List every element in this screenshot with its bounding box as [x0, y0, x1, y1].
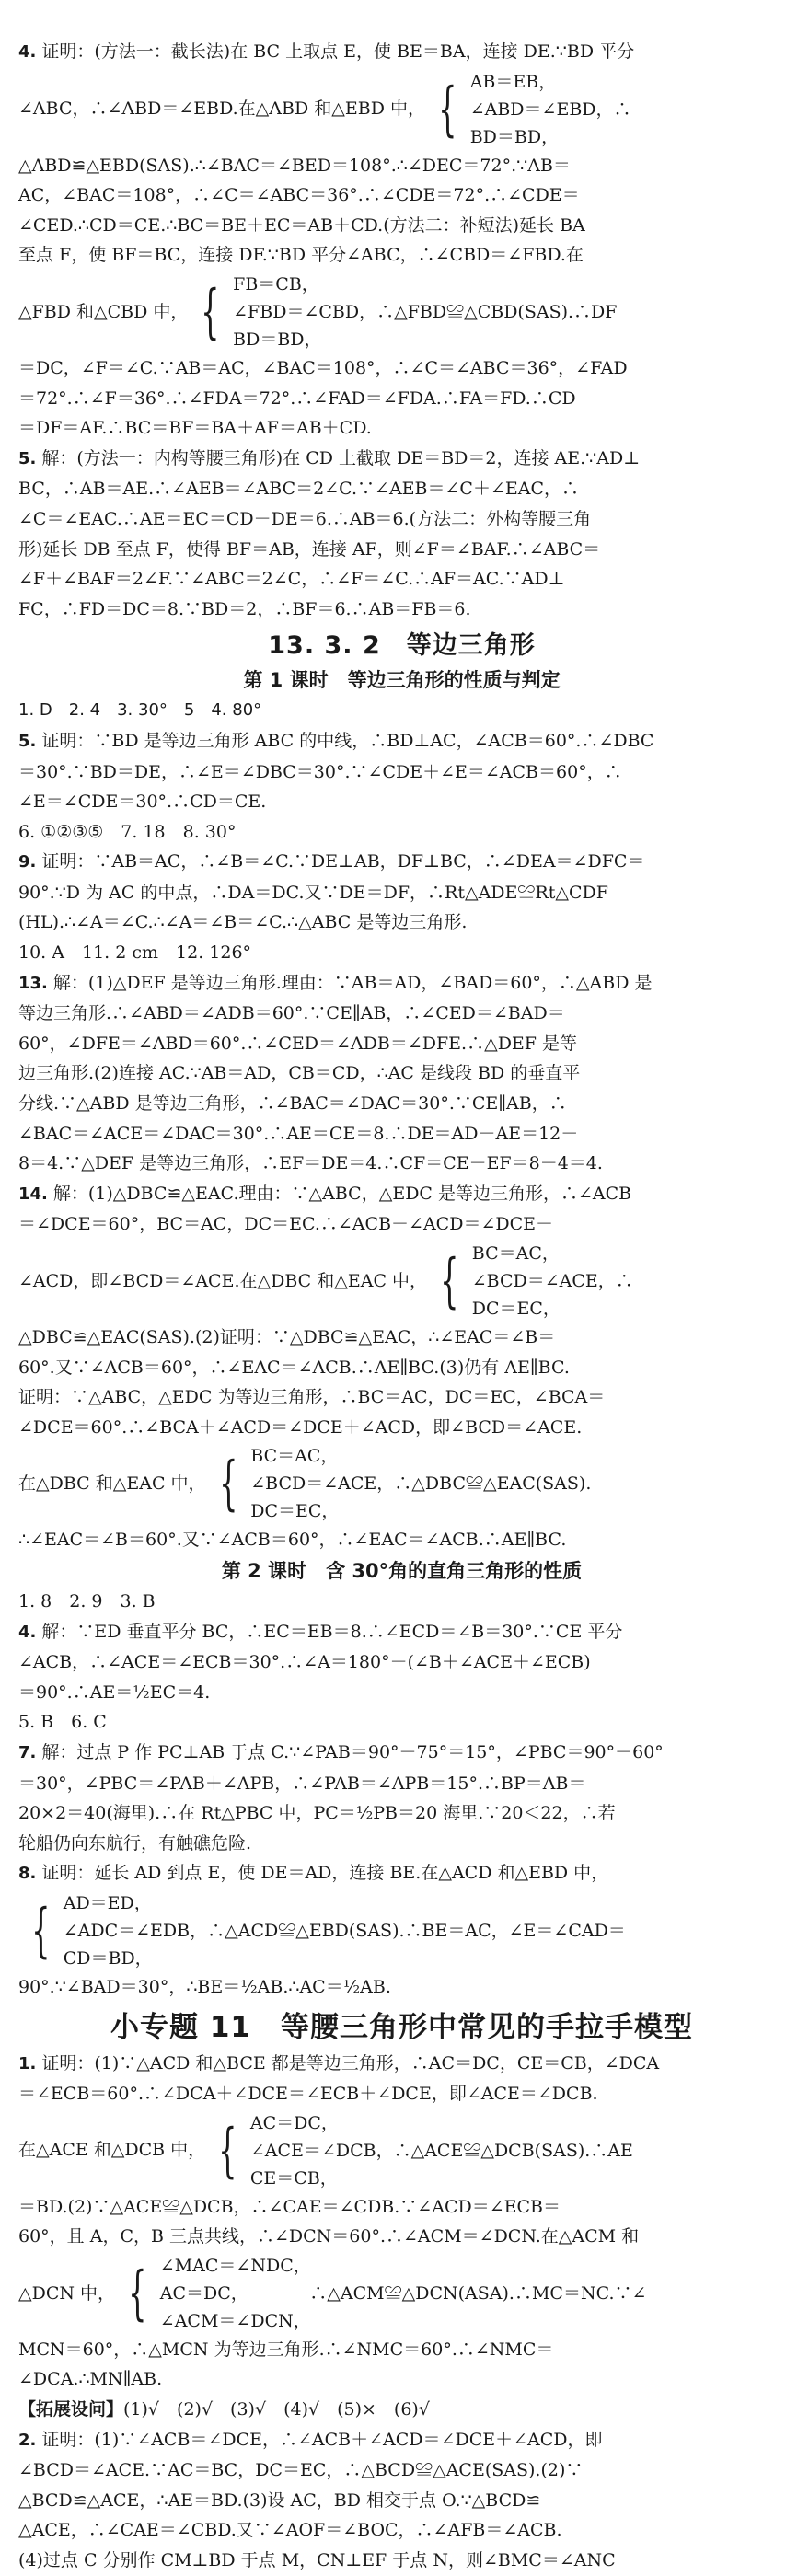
- answer-text: △ABD≌△EBD(SAS).∴∠BAC＝∠BED＝108°.∴∠DEC＝72°.∵AB＝: [18, 155, 571, 176]
- answer-text: ＝90°.∴AE＝½EC＝4.: [18, 1681, 211, 1703]
- answer-text: 1. 8 2. 9 3. B: [18, 1590, 156, 1611]
- answer-text: 5. B 6. C: [18, 1712, 107, 1733]
- brace-lead: △FBD 和△CBD 中，: [18, 301, 189, 322]
- text-line: [18, 1209, 785, 1240]
- brace-item: AD＝ED，: [63, 1892, 152, 1913]
- answer-text: ∠CED.∴CD＝CE.∴BC＝BE＋EC＝AB＋CD.(方法二：补短法)延长 BA: [18, 214, 585, 236]
- text-line: [18, 535, 785, 565]
- answer-text: ＝72°.∴∠F＝36°.∴∠FDA＝72°.∴∠FAD＝∠FDA.∴FA＝FD.∴CD: [18, 387, 576, 409]
- answer-text: 解：过点 P 作 PC⊥AB 于点 C.∵∠PAB＝90°－75°＝15°，∠PBC＝90°－60°: [41, 1741, 664, 1762]
- answer-text: 证明：延长 AD 到点 E，使 DE＝AD，连接 BE.在△ACD 和△EBD 中，: [41, 1863, 609, 1884]
- answer-text: 形)延长 DB 至点 F，使得 BF＝AB，连接 AF，则∠F＝∠BAF.∴∠ABC＝: [18, 538, 601, 560]
- brace-lead: 在△DBC 和△EAC 中，: [18, 1473, 206, 1495]
- brace-items: [233, 271, 617, 353]
- text-line: [18, 757, 785, 788]
- answer-text: 证明：(方法一：截长法)在 BC 上取点 E，使 BE＝BA，连接 DE.∵BD 平分: [41, 41, 635, 62]
- text-line: [18, 1058, 785, 1089]
- q14-line-1: [18, 1179, 785, 1210]
- short-answers: [18, 817, 785, 848]
- answer-text: ∠ACB，∴∠ACE＝∠ECB＝30°.∴∠A＝180°－(∠B＋∠ACE＋∠ECB): [18, 1652, 591, 1673]
- text-line: [18, 151, 785, 181]
- answer-text: 60°，且 A，C，B 三点共线，∴∠DCN＝60°.∴∠ACM＝∠DCN.在△ACM 和: [18, 2226, 640, 2247]
- brace-item: ∠MAC＝∠NDC，: [159, 2255, 311, 2276]
- text-line: [18, 1323, 785, 1353]
- q5b-line-1: [18, 726, 785, 757]
- brace-block-4: [18, 1442, 785, 1525]
- short-answers: [18, 1707, 785, 1738]
- text-line: [18, 1413, 785, 1443]
- q7-line-1: [18, 1738, 785, 1769]
- text-line: [18, 2222, 785, 2252]
- brace-item: AC＝DC， ∴△ACM≌△DCN(ASA).∴MC＝NC.∵∠: [159, 2282, 647, 2304]
- answer-text: 至点 F，使 BF＝BC，连接 DF.∵BD 平分∠ABC，∴∠CBD＝∠FBD.在: [18, 245, 584, 266]
- answer-text: △ACE，∴∠CAE＝∠CBD.又∵∠AOF＝∠BOC，∴∠AFB＝∠ACB.: [18, 2520, 562, 2541]
- q4-line-1: [18, 37, 785, 68]
- answer-text: ＝30°，∠PBC＝∠PAB＋∠APB，∴∠PAB＝∠APB＝15°.∴BP＝AB＝: [18, 1773, 586, 1794]
- t1-line-1: [18, 2049, 785, 2080]
- text-line: [18, 353, 785, 384]
- answer-text: 等边三角形.∴∠ABD＝∠ADB＝60°.∵CE∥AB，∴∠CED＝∠BAD＝: [18, 1003, 565, 1024]
- brace-items: [472, 1240, 633, 1323]
- answer-text: ∴∠EAC＝∠B＝60°.又∵∠ACB＝60°，∴∠EAC＝∠ACB.∴AE∥BC.: [18, 1530, 567, 1551]
- answer-text: 证明：∵BD 是等边三角形 ABC 的中线，∴BD⊥AC，∠ACB＝60°.∴∠DBC: [41, 730, 654, 751]
- short-answers: [18, 696, 785, 726]
- answer-text: ＝∠DCE＝60°，BC＝AC，DC＝EC.∴∠ACB－∠ACD＝∠DCE－: [18, 1214, 554, 1235]
- short-answers: [18, 938, 785, 968]
- brace-lead: ∠ACD，即∠BCD＝∠ACE.在△DBC 和△EAC 中，: [18, 1270, 428, 1291]
- brace-block-5: [18, 1889, 785, 1972]
- text-line: [18, 504, 785, 535]
- brace-item: ∠ADC＝∠EDB，∴△ACD≌△EBD(SAS).∴BE＝AC，∠E＝∠CAD＝: [63, 1920, 626, 1941]
- brace-item: ∠ABD＝∠EBD，∴: [469, 98, 631, 120]
- text-line: [18, 878, 785, 908]
- text-line: [18, 1149, 785, 1179]
- brace-item: DC＝EC，: [471, 1299, 561, 1319]
- answer-text: (HL).∴∠A＝∠C.∴∠A＝∠B＝∠C.∴△ABC 是等边三角形.: [18, 912, 468, 933]
- topic-title: 小专题 11 等腰三角形中常见的手拉手模型: [110, 2010, 693, 2044]
- answer-text: 轮船仍向东航行，有触礁危险.: [18, 1832, 252, 1854]
- brace-block-7: [18, 2252, 785, 2335]
- text-line: [18, 787, 785, 817]
- t2-line-1: [18, 2425, 785, 2456]
- text-line: [18, 180, 785, 211]
- answer-text: 解：∵ED 垂直平分 BC，∴EC＝EB＝8.∴∠ECD＝∠B＝30°.∵CE 平分: [41, 1621, 623, 1642]
- answer-text: ∠DCE＝60°.∴∠BCA＋∠ACD＝∠DCE＋∠ACD，即∠BCD＝∠ACE.: [18, 1416, 583, 1438]
- question-number: 13.: [18, 973, 48, 993]
- answer-text: 10. A 11. 2 cm 12. 126°: [18, 942, 252, 964]
- left-brace-icon: {: [201, 277, 220, 346]
- answer-text: 20×2＝40(海里).∴在 Rt△PBC 中，PC＝½PB＝20 海里.∵20＜22，∴若: [18, 1803, 616, 1824]
- left-brace-icon: {: [31, 1896, 51, 1965]
- text-line: [18, 595, 785, 625]
- brace-item: DC＝EC，: [250, 1501, 340, 1522]
- text-line: [18, 1798, 785, 1829]
- answer-text: ∠BAC＝∠ACE＝∠DAC＝30°.∴AE＝CE＝8.∴DE＝AD－AE＝12－: [18, 1123, 579, 1144]
- text-line: [18, 564, 785, 595]
- answer-text: 90°.∵D 为 AC 的中点，∴DA＝DC.又∵DE＝DF，∴Rt△ADE≌Rt△CDF: [18, 882, 608, 903]
- text-line: [18, 1353, 785, 1383]
- answer-text: ∠DCA.∴MN∥AB.: [18, 2369, 163, 2390]
- brace-item: AC＝DC，: [249, 2112, 339, 2133]
- text-line: [18, 2455, 785, 2486]
- left-brace-icon: {: [218, 1450, 238, 1519]
- answer-text: 60°，∠DFE＝∠ABD＝60°.∴∠CED＝∠ADB＝∠DFE.∴△DEF 是等: [18, 1033, 578, 1054]
- q4b-line-1: [18, 1617, 785, 1648]
- lesson-title: 第 2 课时 含 30°角的直角三角形的性质: [221, 1559, 583, 1582]
- text-line: [18, 2192, 785, 2223]
- answer-page: [0, 37, 809, 2571]
- answer-text: MCN＝60°，∴△MCN 为等边三角形.∴∠NMC＝60°.∴∠NMC＝: [18, 2339, 554, 2360]
- brace-lead: 在△ACE 和△DCB 中，: [18, 2140, 206, 2161]
- brace-items: [64, 1889, 626, 1972]
- answer-text: BC，∴AB＝AE.∴∠AEB＝∠ABC＝2∠C.∵∠AEB＝∠C＋∠EAC，∴: [18, 479, 580, 500]
- brace-item: ∠BCD＝∠ACE，∴: [471, 1271, 633, 1291]
- brace-item: BC＝AC，: [471, 1243, 560, 1264]
- answer-text: ＝30°.∵BD＝DE，∴∠E＝∠DBC＝30°.∵∠CDE＋∠E＝∠ACB＝60°，∴: [18, 761, 622, 782]
- brace-items: [470, 68, 631, 151]
- text-line: [18, 1089, 785, 1119]
- text-line: [18, 1382, 785, 1413]
- extension-label: 【拓展设问】: [18, 2399, 124, 2420]
- answer-text: 解：(1)△DBC≌△EAC.理由：∵△ABC，△EDC 是等边三角形，∴∠ACB: [52, 1183, 632, 1204]
- question-number: 14.: [18, 1184, 48, 1204]
- question-number: 7.: [18, 1742, 37, 1762]
- section-title: 13. 3. 2 等边三角形: [268, 631, 536, 661]
- brace-item: BD＝BD，: [469, 126, 560, 147]
- answer-text: △DBC≌△EAC(SAS).(2)证明：∵△DBC≌△EAC，∴∠EAC＝∠B＝: [18, 1327, 556, 1347]
- answer-text: 6. ①②③⑤ 7. 18 8. 30°: [18, 821, 237, 842]
- q5-line-1: [18, 444, 785, 475]
- text-line: [18, 413, 785, 444]
- left-brace-icon: {: [440, 1247, 459, 1315]
- answer-text: 证明：(1)∵△ACD 和△BCE 都是等边三角形，∴AC＝DC，CE＝CB，∠DCA: [41, 2052, 660, 2074]
- answer-text: 证明：∵AB＝AC，∴∠B＝∠C.∵DE⊥AB，DF⊥BC，∴∠DEA＝∠DFC＝: [41, 851, 645, 872]
- question-number: 4.: [18, 1622, 37, 1642]
- text-line: [18, 240, 785, 271]
- question-number: 1.: [18, 2053, 37, 2074]
- text-line: [18, 1119, 785, 1149]
- extension-answer-list: (1)√ (2)√ (3)√ (4)√ (5)× (6)√: [123, 2399, 430, 2420]
- answer-content: [18, 37, 785, 2576]
- answer-text: ∠F＋∠BAF＝2∠F.∵∠ABC＝2∠C，∴∠F＝∠C.∴AF＝AC.∵AD⊥: [18, 569, 565, 590]
- answer-text: 1. D 2. 4 3. 30° 5 4. 80°: [18, 700, 262, 721]
- brace-item: CE＝CB，: [249, 2167, 338, 2189]
- answer-text: △BCD≌△ACE，∴AE＝BD.(3)设 AC，BD 相交于点 O.∵△BCD≌: [18, 2489, 541, 2511]
- brace-block-1: [18, 68, 785, 151]
- q8-line-1: [18, 1858, 785, 1889]
- brace-item: AB＝EB，: [469, 71, 557, 92]
- text-line: [18, 907, 785, 938]
- answer-text: ＝∠ECB＝60°.∴∠DCA＋∠DCE＝∠ECB＋∠DCE，即∠ACE＝∠DCB.: [18, 2084, 598, 2105]
- q13-line-1: [18, 968, 785, 999]
- answer-text: ＝DF＝AF.∴BC＝BF＝BA＋AF＝AB＋CD.: [18, 418, 372, 439]
- brace-item: FB＝CB，: [233, 273, 319, 295]
- text-line: [18, 384, 785, 414]
- answer-text: ∠BCD＝∠ACE.∵AC＝BC，DC＝EC，∴△BCD≌△ACE(SAS).(2)∵: [18, 2460, 584, 2481]
- answer-text: 解：(1)△DEF 是等边三角形.理由：∵AB＝AD，∠BAD＝60°，∴△ABD 是: [52, 972, 653, 993]
- answer-text: 解：(方法一：内构等腰三角形)在 CD 上截取 DE＝BD＝2，连接 AE.∵AD⊥: [41, 447, 641, 468]
- brace-lead: △DCN 中，: [18, 2282, 116, 2304]
- brace-block-6: [18, 2109, 785, 2192]
- brace-item: ∠ACM＝∠DCN，: [159, 2310, 311, 2331]
- brace-item: ∠FBD＝∠CBD，∴△FBD≌△CBD(SAS).∴DF: [233, 301, 618, 322]
- extension-answers: [18, 2395, 785, 2425]
- q9-line-1: [18, 847, 785, 878]
- left-brace-icon: {: [218, 2116, 237, 2185]
- brace-lead: ∠ABC，∴∠ABD＝∠EBD.在△ABD 和△EBD 中，: [18, 98, 425, 120]
- answer-text: 边三角形.(2)连接 AC.∵AB＝AD，CB＝CD，∴AC 是线段 BD 的垂直平: [18, 1063, 581, 1084]
- question-number: 2.: [18, 2430, 37, 2450]
- answer-text: 90°.∵∠BAD＝30°，∴BE＝½AB.∴AC＝½AB.: [18, 1976, 391, 1997]
- left-brace-icon: {: [438, 75, 457, 144]
- text-line: [18, 1769, 785, 1799]
- answer-text: 证明：(1)∵∠ACB＝∠DCE，∴∠ACB＋∠ACD＝∠DCE＋∠ACD，即: [41, 2429, 603, 2450]
- short-answers: [18, 1587, 785, 1617]
- text-line: [18, 2079, 785, 2109]
- brace-item: ∠BCD＝∠ACE，∴△DBC≌△EAC(SAS).: [250, 1473, 592, 1495]
- text-line: [18, 1647, 785, 1678]
- text-line: [18, 2486, 785, 2516]
- question-number: 5.: [18, 731, 37, 751]
- answer-text: 8＝4.∵△DEF 是等边三角形，∴EF＝DE＝4.∴CF＝CE－EF＝8－4＝4.: [18, 1153, 603, 1174]
- text-line: [18, 2515, 785, 2546]
- brace-items: [160, 2252, 647, 2335]
- answer-text: (4)过点 C 分别作 CM⊥BD 于点 M，CN⊥EF 于点 N，则∠BMC＝∠ANC: [18, 2550, 616, 2571]
- text-line: [18, 2335, 785, 2365]
- left-brace-icon: {: [128, 2258, 147, 2328]
- brace-item: CD＝BD，: [63, 1947, 153, 1969]
- brace-items: [250, 2109, 633, 2192]
- answer-text: 分线.∵△ABD 是等边三角形，∴∠BAC＝∠DAC＝30°.∵CE∥AB，∴: [18, 1093, 567, 1115]
- question-number: 9.: [18, 852, 37, 872]
- answer-text: FC，∴FD＝DC＝8.∵BD＝2，∴BF＝6.∴AB＝FB＝6.: [18, 598, 471, 619]
- brace-block-2: [18, 271, 785, 353]
- question-number: 4.: [18, 42, 37, 62]
- text-line: [18, 474, 785, 504]
- text-line: [18, 1525, 785, 1555]
- lesson-title: 第 1 课时 等边三角形的性质与判定: [243, 669, 561, 692]
- brace-items: [250, 1442, 591, 1525]
- text-line: [18, 1678, 785, 1708]
- brace-block-3: [18, 1240, 785, 1323]
- text-line: [18, 999, 785, 1029]
- answer-text: ∠C＝∠EAC.∴AE＝EC＝CD－DE＝6.∴AB＝6.(方法二：外构等腰三角: [18, 508, 592, 529]
- brace-item: BD＝BD，: [233, 329, 322, 350]
- question-number: 8.: [18, 1864, 37, 1884]
- question-number: 5.: [18, 448, 37, 468]
- text-line: [18, 1029, 785, 1059]
- answer-text: 证明：∵△ABC，△EDC 为等边三角形，∴BC＝AC，DC＝EC，∠BCA＝: [18, 1387, 606, 1408]
- text-line: [18, 211, 785, 241]
- answer-text: AC，∠BAC＝108°，∴∠C＝∠ABC＝36°.∴∠CDE＝72°.∴∠CDE＝: [18, 185, 580, 206]
- text-line: [18, 1972, 785, 2003]
- answer-text: ∠E＝∠CDE＝30°.∴CD＝CE.: [18, 791, 267, 813]
- text-line: [18, 2364, 785, 2395]
- answer-text: ＝DC，∠F＝∠C.∵AB＝AC，∠BAC＝108°，∴∠C＝∠ABC＝36°，∠FAD: [18, 357, 628, 378]
- text-line: [18, 2546, 785, 2576]
- answer-text: ＝BD.(2)∵△ACE≌△DCB，∴∠CAE＝∠CDB.∵∠ACD＝∠ECB＝: [18, 2196, 561, 2217]
- answer-text: 60°.又∵∠ACB＝60°，∴∠EAC＝∠ACB.∴AE∥BC.(3)仍有 AE∥BC.: [18, 1357, 570, 1378]
- text-line: [18, 1829, 785, 1859]
- brace-item: ∠ACE＝∠DCB，∴△ACE≌△DCB(SAS).∴AE: [249, 2140, 633, 2161]
- brace-item: BC＝AC，: [250, 1446, 339, 1467]
